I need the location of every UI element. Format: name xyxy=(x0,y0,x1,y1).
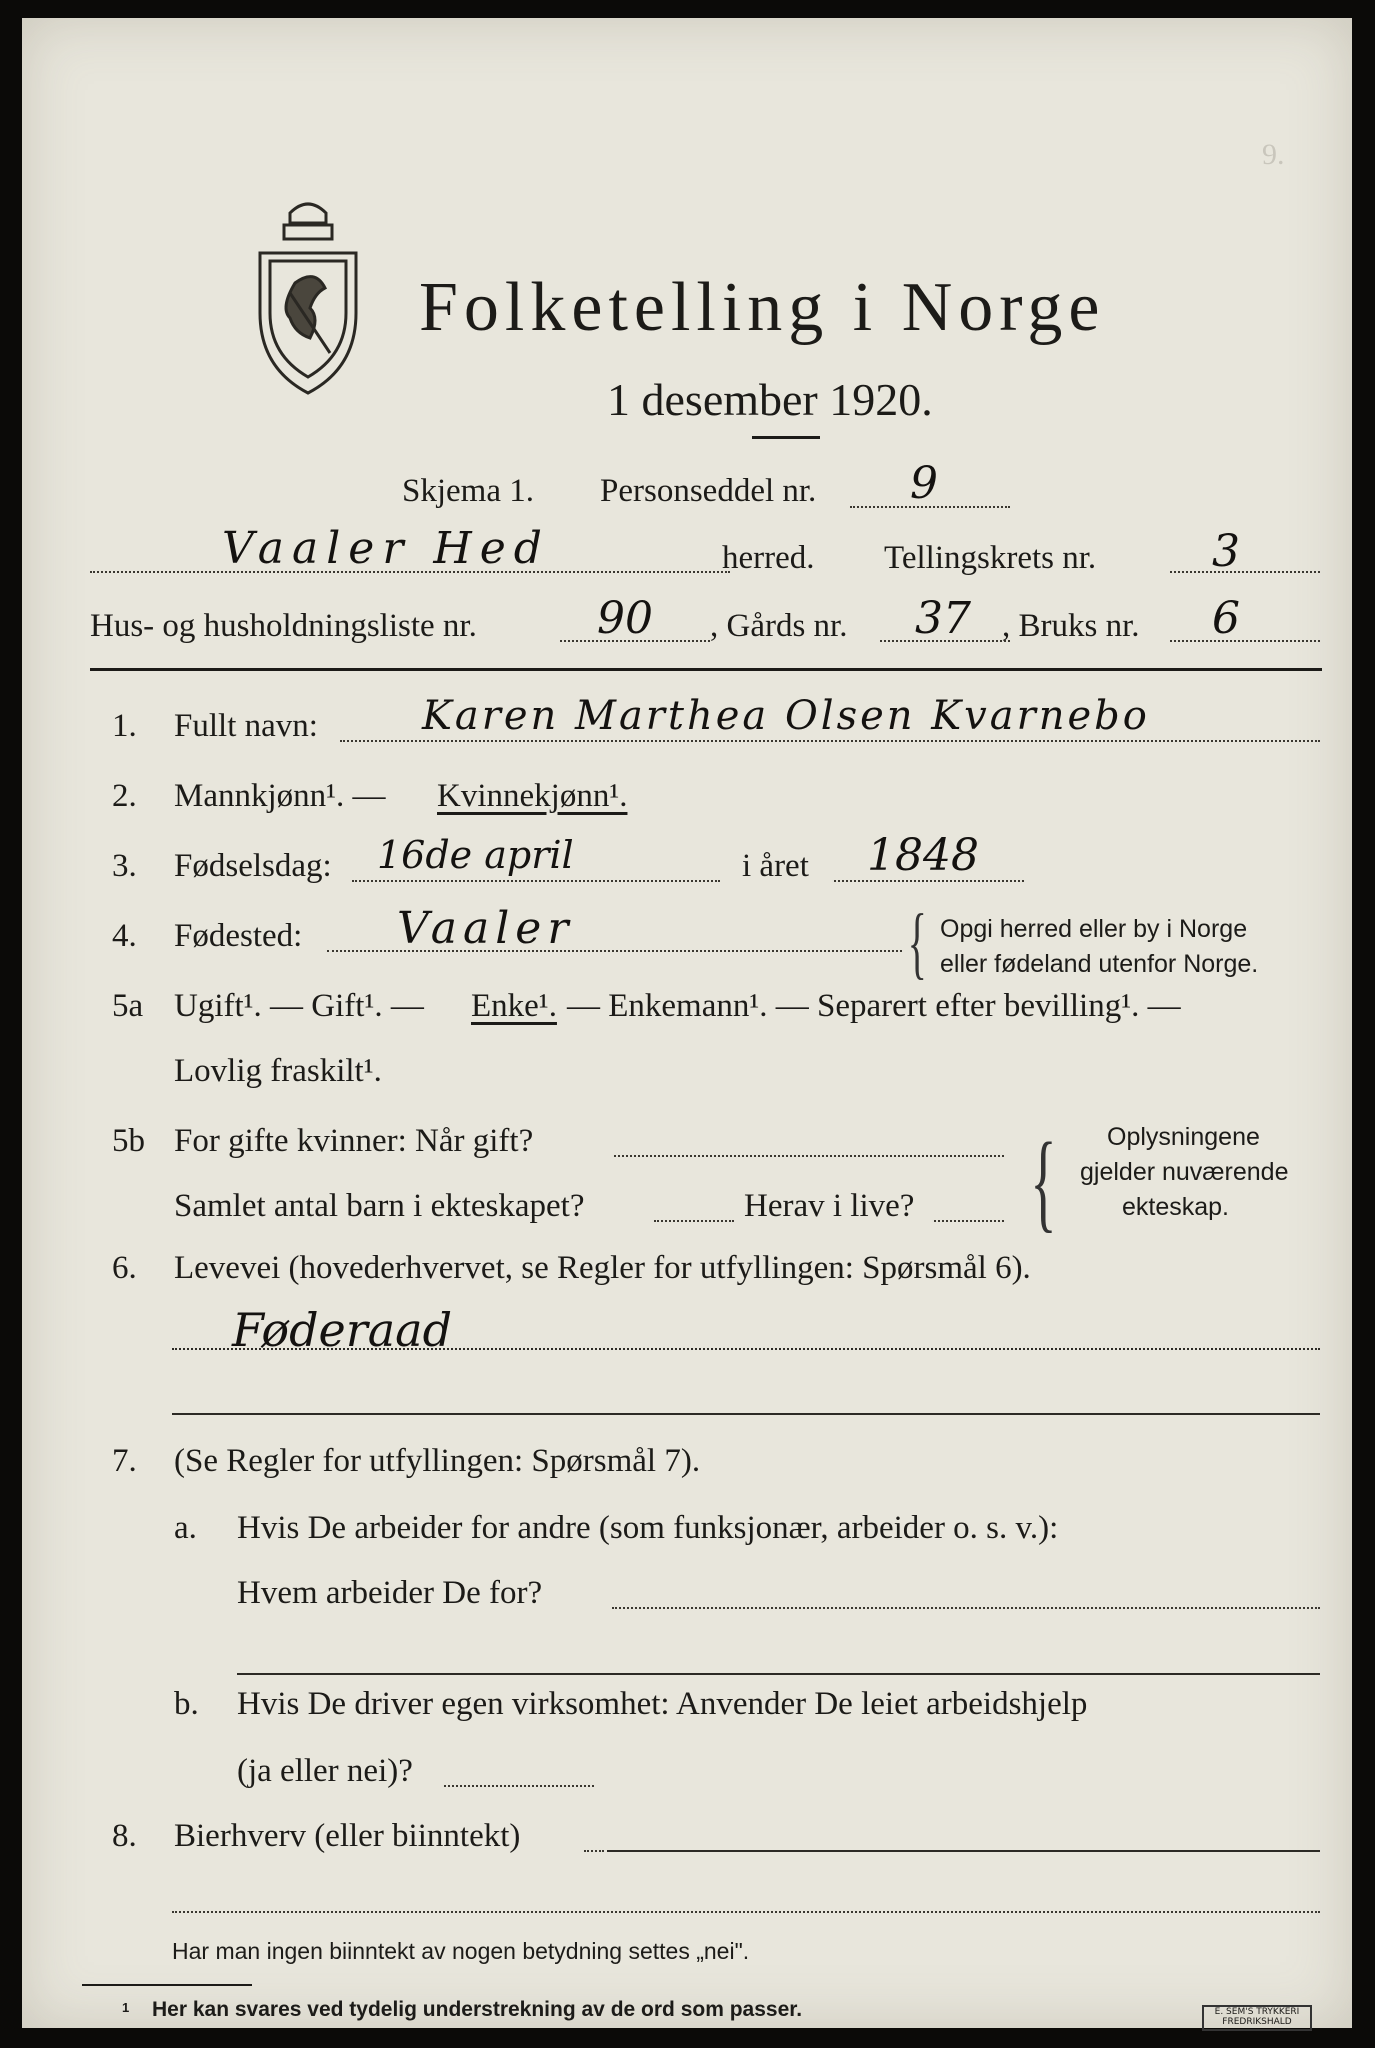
q8-dots xyxy=(584,1850,604,1852)
q5b-alive-line xyxy=(934,1220,1004,1222)
q7b-number: b. xyxy=(174,1686,199,1722)
q5a-selected: Enke¹. xyxy=(471,988,557,1024)
q7a-number: a. xyxy=(174,1510,197,1546)
q7a-line xyxy=(612,1607,1320,1609)
q5b-line-2a: Samlet antal barn i ekteskapet? xyxy=(174,1188,585,1224)
q7a-line-extra xyxy=(237,1673,1320,1675)
q3-line xyxy=(352,880,720,882)
q5a-line-2: Lovlig fraskilt¹. xyxy=(174,1053,382,1089)
census-form-page xyxy=(22,18,1352,2028)
personseddel-value: 9 xyxy=(910,458,938,509)
q6-number: 6. xyxy=(112,1250,137,1286)
q7a-line-2: Hvem arbeider De for? xyxy=(237,1575,543,1611)
q2-label: Mannkjønn¹. — xyxy=(174,778,386,814)
q3-value: 16de april xyxy=(377,833,574,877)
footer-note: Har man ingen biinntekt av nogen betydning settes „nei". xyxy=(172,1938,750,1964)
census-date: 1 desember 1920. xyxy=(607,374,933,425)
bruks-label: , Bruks nr. xyxy=(1002,608,1140,644)
q7b-line-2: (ja eller nei)? xyxy=(237,1753,413,1789)
q1-number: 1. xyxy=(112,708,137,744)
q8-line xyxy=(607,1850,1320,1852)
household-label: Hus- og husholdningsliste nr. xyxy=(90,608,477,644)
q3-number: 3. xyxy=(112,848,137,884)
q5b-number: 5b xyxy=(112,1123,145,1159)
q5b-brace: { xyxy=(1030,1120,1057,1242)
q4-note-1: Opgi herred eller by i Norge xyxy=(940,915,1248,943)
bruks-line xyxy=(1170,640,1320,642)
q5a-part-1: Ugift¹. — Gift¹. — xyxy=(174,988,424,1024)
gards-label: , Gårds nr. xyxy=(710,608,848,644)
q2-number: 2. xyxy=(112,778,137,814)
q5b-note-3: ekteskap. xyxy=(1122,1193,1230,1221)
footnote-divider xyxy=(82,1984,252,1986)
q8-line-2 xyxy=(172,1911,1320,1913)
q5a-part-2: — Enkemann¹. — Separert efter bevilling¹. — xyxy=(567,988,1181,1024)
footnote-text: Her kan svares ved tydelig understrekning av de ord som passer. xyxy=(152,1998,803,2021)
q7a-line-1: Hvis De arbeider for andre (som funksjonær, arbeider o. s. v.): xyxy=(237,1510,1059,1546)
q3-year-value: 1848 xyxy=(867,830,979,881)
q5b-line-2b: Herav i live? xyxy=(744,1188,915,1224)
q4-brace: { xyxy=(907,899,927,987)
bleed-through-text: 9. xyxy=(1262,138,1285,171)
q7-number: 7. xyxy=(112,1443,137,1479)
q4-note-2: eller fødeland utenfor Norge. xyxy=(940,950,1259,978)
q4-label: Fødested: xyxy=(174,918,303,954)
q6-label: Levevei (hovederhvervet, se Regler for utfyllingen: Spørsmål 6). xyxy=(174,1250,1031,1286)
q6-line-2 xyxy=(172,1413,1320,1415)
q3-label: Fødselsdag: xyxy=(174,848,332,884)
title-divider xyxy=(752,436,820,439)
q7b-line-1: Hvis De driver egen virksomhet: Anvender De leiet arbeidshjelp xyxy=(237,1686,1088,1722)
q5b-children-line xyxy=(654,1220,734,1222)
herred-label: herred. xyxy=(722,540,815,576)
q4-number: 4. xyxy=(112,918,137,954)
schema-label: Skjema 1. xyxy=(402,473,534,509)
footnote-mark: 1 xyxy=(122,2000,130,2015)
q5a-number: 5a xyxy=(112,988,144,1024)
tellingskrets-value: 3 xyxy=(1212,526,1240,577)
q6-value: Føderaad xyxy=(232,1303,453,1357)
q2-selected: Kvinnekjønn¹. xyxy=(437,778,628,814)
q5b-note-1: Oplysningene xyxy=(1107,1123,1260,1151)
q6-line-1 xyxy=(172,1348,1320,1350)
q3-year-label: i året xyxy=(742,848,809,884)
header-divider xyxy=(90,668,1322,671)
household-value: 90 xyxy=(597,593,653,644)
q4-value: Vaaler xyxy=(397,903,575,954)
q5b-line-1: For gifte kvinner: Når gift? xyxy=(174,1123,534,1159)
coat-of-arms-icon xyxy=(250,193,366,403)
bruks-value: 6 xyxy=(1212,593,1240,644)
personseddel-label: Personseddel nr. xyxy=(600,473,817,509)
q8-label: Bierhverv (eller biinntekt) xyxy=(174,1818,521,1854)
q7b-line xyxy=(444,1785,594,1787)
tellingskrets-line xyxy=(1170,571,1320,573)
q5b-note-2: gjelder nuværende xyxy=(1080,1158,1289,1186)
tellingskrets-label: Tellingskrets nr. xyxy=(884,540,1097,576)
gards-value: 37 xyxy=(915,593,971,644)
q8-number: 8. xyxy=(112,1818,137,1854)
q1-label: Fullt navn: xyxy=(174,708,318,744)
form-title: Folketelling i Norge xyxy=(419,269,1106,346)
q1-value: Karen Marthea Olsen Kvarnebo xyxy=(422,693,1150,739)
q7-label: (Se Regler for utfyllingen: Spørsmål 7). xyxy=(174,1443,701,1479)
q5b-married-line xyxy=(614,1155,1004,1157)
printer-stamp: E. SEM'S TRYKKERI FREDRIKSHALD xyxy=(1202,2005,1312,2031)
herred-value: Vaaler Hed xyxy=(222,523,550,574)
q1-line xyxy=(340,740,1320,742)
